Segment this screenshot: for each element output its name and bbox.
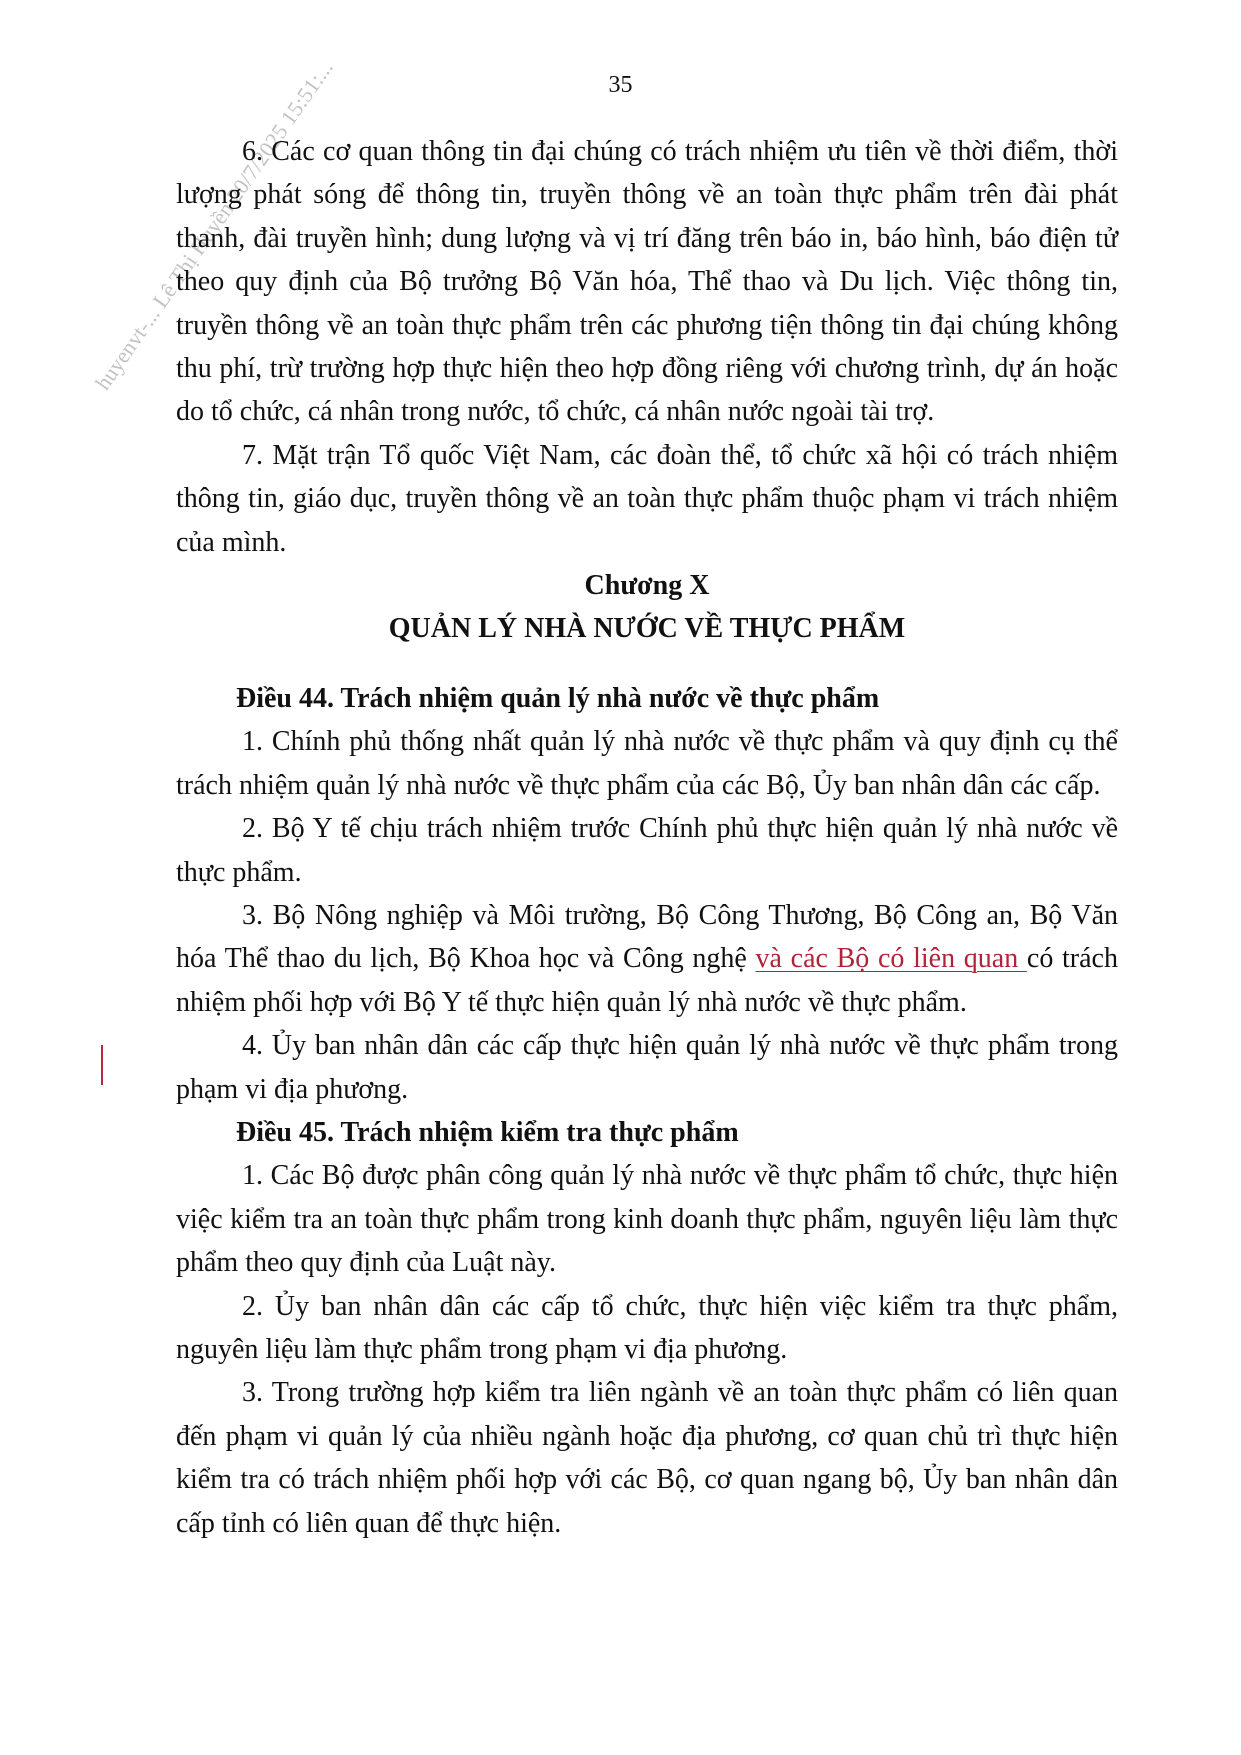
revision-change-bar <box>101 1045 103 1085</box>
document-body <box>176 130 1118 1545</box>
article-45-clause-3: 3. Trong trường hợp kiểm tra liên ngành về an toàn thực phẩm có liên quan đến phạm vi quản lý của nhiều ngành hoặc địa phương, cơ quan chủ trì thực hiện kiểm tra có trách nhiệm phối hợp với các Bộ, cơ quan ngang bộ, Ủy ban nhân dân cấp tỉnh có liên quan để thực hiện. <box>176 1377 1118 1539</box>
paragraph-6: 6. Các cơ quan thông tin đại chúng có trách nhiệm ưu tiên về thời điểm, thời lượng phát sóng để thông tin, truyền thông về an toàn thực phẩm trên đài phát thanh, đài truyền hình; dung lượng và vị trí đăng trên báo in, báo hình, báo điện tử theo quy định của Bộ trưởng Bộ Văn hóa, Thể thao và Du lịch. Việc thông tin, truyền thông về an toàn thực phẩm trên các phương tiện thông tin đại chúng không thu phí, trừ trường hợp thực hiện theo hợp đồng riêng với chương trình, dự án hoặc do tổ chức, cá nhân trong nước, tổ chức, cá nhân nước ngoài tài trợ. <box>176 136 1118 428</box>
article-45-clause-1: 1. Các Bộ được phân công quản lý nhà nước về thực phẩm tổ chức, thực hiện việc kiểm tra an toàn thực phẩm trong kinh doanh thực phẩm, nguyên liệu làm thực phẩm theo quy định của Luật này. <box>176 1160 1118 1279</box>
page-number: 35 <box>608 72 633 98</box>
article-44-clause-3 <box>176 894 1118 1024</box>
article-44-clause-4: 4. Ủy ban nhân dân các cấp thực hiện quản lý nhà nước về thực phẩm trong phạm vi địa phương. <box>176 1030 1118 1105</box>
article-44-clause-1: 1. Chính phủ thống nhất quản lý nhà nước về thực phẩm và quy định cụ thể trách nhiệm quản lý nhà nước về thực phẩm của các Bộ, Ủy ban nhân dân các cấp. <box>176 726 1118 801</box>
article-45-clause-2: 2. Ủy ban nhân dân các cấp tổ chức, thực hiện việc kiểm tra thực phẩm, nguyên liệu làm thực phẩm trong phạm vi địa phương. <box>176 1290 1118 1365</box>
paragraph-7: 7. Mặt trận Tổ quốc Việt Nam, các đoàn thể, tổ chức xã hội có trách nhiệm thông tin, giáo dục, truyền thông về an toàn thực phẩm thuộc phạm vi trách nhiệm của mình. <box>176 439 1118 558</box>
clause-3-text-after: có trách nhiệm phối hợp với Bộ Y tế thực hiện quản lý nhà nước về thực phẩm. <box>176 943 1118 1018</box>
watermark-text: huyenvt-... Lê Thị Huyền 20/7/2025 15:51:... <box>90 55 338 395</box>
chapter-title: QUẢN LÝ NHÀ NƯỚC VỀ THỰC PHẨM <box>388 613 906 645</box>
article-44-clause-2: 2. Bộ Y tế chịu trách nhiệm trước Chính phủ thực hiện quản lý nhà nước về thực phẩm. <box>176 813 1118 888</box>
clause-3-text-before: 3. Bộ Nông nghiệp và Môi trường, Bộ Công Thương, Bộ Công an, Bộ Văn hóa Thể thao du lịch, Bộ Khoa học và Công nghệ <box>176 899 1118 975</box>
tracked-insertion-link[interactable]: và các Bộ có liên quan <box>755 943 1027 975</box>
article-45-heading: Điều 45. Trách nhiệm kiểm tra thực phẩm <box>236 1116 739 1148</box>
article-44-heading: Điều 44. Trách nhiệm quản lý nhà nước về thực phẩm <box>236 682 880 714</box>
chapter-label: Chương X <box>584 570 710 602</box>
